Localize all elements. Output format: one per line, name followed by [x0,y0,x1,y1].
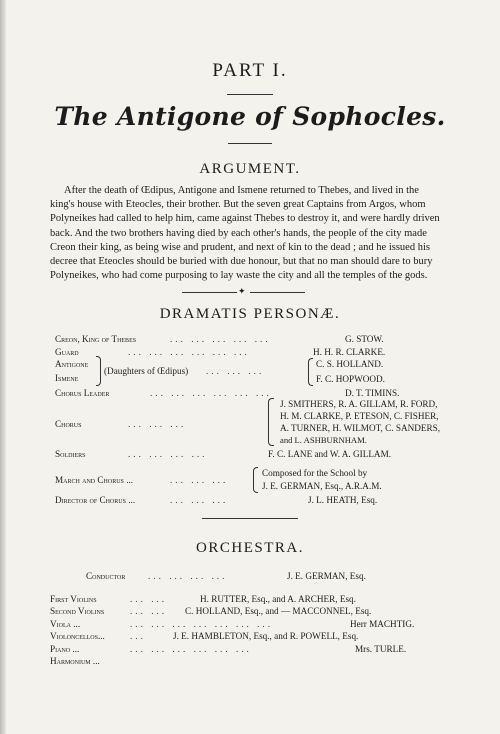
role-viola: Viola ... [50,619,81,629]
leader-dots: ... ... ... ... ... ... [128,347,250,357]
divider-rule [202,518,298,519]
role-chorus-leader: Chorus Leader [55,388,110,398]
leader-dots: ... ... ... [170,475,229,485]
argument-line: king's house with Eteocles, their brother. But the seven great Captains from Argos, whom [50,199,426,211]
name-viola: Herr MACHTIG. [350,619,415,629]
name-violoncellos: J. E. HAMBLETON, Esq., and R. POWELL, Esq. [173,631,359,641]
actor-director: J. L. HEATH, Esq. [308,495,378,505]
part-heading: PART I. [212,60,288,81]
actor-antigone: C. S. HOLLAND. [316,359,384,369]
march-line: J. E. GERMAN, Esq., A.R.A.M. [262,481,382,491]
actor-creon: G. STOW. [345,334,384,344]
name-first-violins: H. RUTTER, Esq., and A. ARCHER, Esq. [200,594,356,604]
argument-line: Polyneikes had called to help him, came against Thebes to destroy it, and were hardly driven [50,213,440,225]
name-conductor: J. E. GERMAN, Esq. [287,571,366,581]
brace [268,398,274,446]
role-director: Director of Chorus ... [55,495,136,505]
role-first-violins: First Violins [50,594,97,604]
brace [253,467,258,493]
leader-dots: ... ... ... ... ... [170,334,271,344]
chorus-member-line: H. M. CLARKE, P. ETESON, C. FISHER, [280,411,439,421]
role-antigone: Antigone [55,359,89,369]
orchestra-heading: ORCHESTRA. [196,540,304,556]
leader-dots: ... ... [130,606,168,616]
role-piano: Piano ... [50,644,80,654]
leader-dots: ... ... ... [206,366,265,376]
name-piano: Mrs. TURLE. [355,644,407,654]
actor-guard: H. H. R. CLARKE. [313,347,386,357]
argument-line: back. And the two brothers having died by each other's hands, the people of the city made [50,227,427,239]
leader-dots: ... ... ... ... ... ... [130,644,252,654]
divider-rule [228,143,272,144]
divider-rule [227,94,273,95]
actor-ismene: F. C. HOPWOOD. [316,374,385,384]
role-violoncellos: Violoncellos... [50,631,105,641]
role-march: March and Chorus ... [55,475,134,485]
actor-chorus-leader: D. T. TIMINS. [345,388,400,398]
chorus-member-line: J. SMITHERS, R. A. GILLAM, R. FORD, [280,399,438,409]
brace [308,358,313,386]
role-soldiers: Soldiers [55,449,86,459]
argument-line: decree that Eteocles should be buried with due honour, but that no man should dare to bury [50,256,433,268]
leader-dots: ... ... ... ... [128,449,208,459]
argument-text [50,184,446,283]
argument-line: Creon their king, as being wise and prudent, and next of kin to the dead ; and he issued his [50,241,430,253]
role-chorus: Chorus [55,419,82,429]
argument-heading: ARGUMENT. [199,161,301,177]
leader-dots: ... ... [130,594,168,604]
role-second-violins: Second Violins [50,606,105,616]
chorus-member-line: A. TURNER, H. WILMOT, C. SANDERS, [280,423,441,433]
brace [96,356,101,386]
role-harmonium: Harmonium ... [50,656,100,666]
program-page: PART I. The Antigone of Sophocles. ARGUMENT. After the death of Œdipus, Antigone and Ismene returned to Thebes, and lived in the king's house with Eteocles, their brother. But the seven great Captains from Argos, whom Polyneikes had called to help him, came against Thebes to destroy it, and were hardly driven back. And the two brothers having died by each other's hands, the people of the city made Creon their king, as being wise and prudent, and next of kin to the dead ; and he issued his decree that Eteocles should be buried with due honour, but that no man should dare to bury Polyneikes, who had come purposing to lay waste the city and all the temples of the gods. ✦ DRAMATIS PERSONÆ. Creon, King of Thebes ... ... ... ... ... G. STOW. Guard ... ... ... ... ... ... H. H. R. CLARKE. Antigone Ismene (Daughters of Œdipus) ... ... ... C. S. HOLLAND. F. C. HOPWOOD. Chorus Leader ... ... ... ... ... ... D. T. TIMINS. Chorus ... ... ... J. SMITHERS, R. A. GILLAM, R. FORD, H. M. CLARKE, P. ETESON, C. FISHER, A. TURNER, H. WILMOT, C. SANDERS, and L. ASHBURNHAM. Soldiers ... ... ... ... F. C. LANE and W. A. GILLAM. March and Chorus ... ... ... ... Composed for the School by J. E. GERMAN, Esq., A.R.A.M. Director of Chorus ... ... ... ... J. L. HEATH, Esq. ORCHESTRA. Conductor ... ... ... ... J. E. GERMAN, Esq. First Violins ... ... H. RUTTER, Esq., and A. ARCHER, Esq. Second Violins ... ... C. HOLLAND, Esq., and — MACCONNEL, Esq. Viola ... ... ... ... ... ... ... ... Herr MACHTIG. Violoncellos... ... J. E. HAMBLETON, Esq., and R. POWELL, Esq. Piano ... ... ... ... ... ... ... Mrs. TURLE. Harmonium ... [0,0,500,734]
role-creon: Creon, King of Thebes [55,334,137,344]
role-guard: Guard [55,347,79,357]
argument-line: After the death of Œdipus, Antigone and Ismene returned to Thebes, and lived in the [64,185,419,196]
actor-soldiers: F. C. LANE and W. A. GILLAM. [268,449,392,459]
leader-dots: ... ... ... ... ... ... [150,388,272,398]
chorus-member-line: and L. ASHBURNHAM. [280,435,367,445]
argument-line: Polyneikes, who had come purposing to lay waste the city and all the temples of the gods. [50,270,428,282]
daughters-note: (Daughters of Œdipus) [104,366,189,376]
play-title: The Antigone of Sophocles. [54,102,446,131]
leader-dots: ... ... ... [170,495,229,505]
name-second-violins: C. HOLLAND, Esq., and — MACCONNEL, Esq. [185,606,372,616]
leader-dots: ... ... ... [128,419,187,429]
leader-dots: ... ... ... ... [148,571,228,581]
leader-dots: ... [130,631,146,641]
dramatis-heading: DRAMATIS PERSONÆ. [159,306,341,322]
march-line: Composed for the School by [262,468,368,478]
role-conductor: Conductor [86,571,126,581]
role-ismene: Ismene [55,373,79,383]
leader-dots: ... ... ... ... ... ... ... [130,619,274,629]
